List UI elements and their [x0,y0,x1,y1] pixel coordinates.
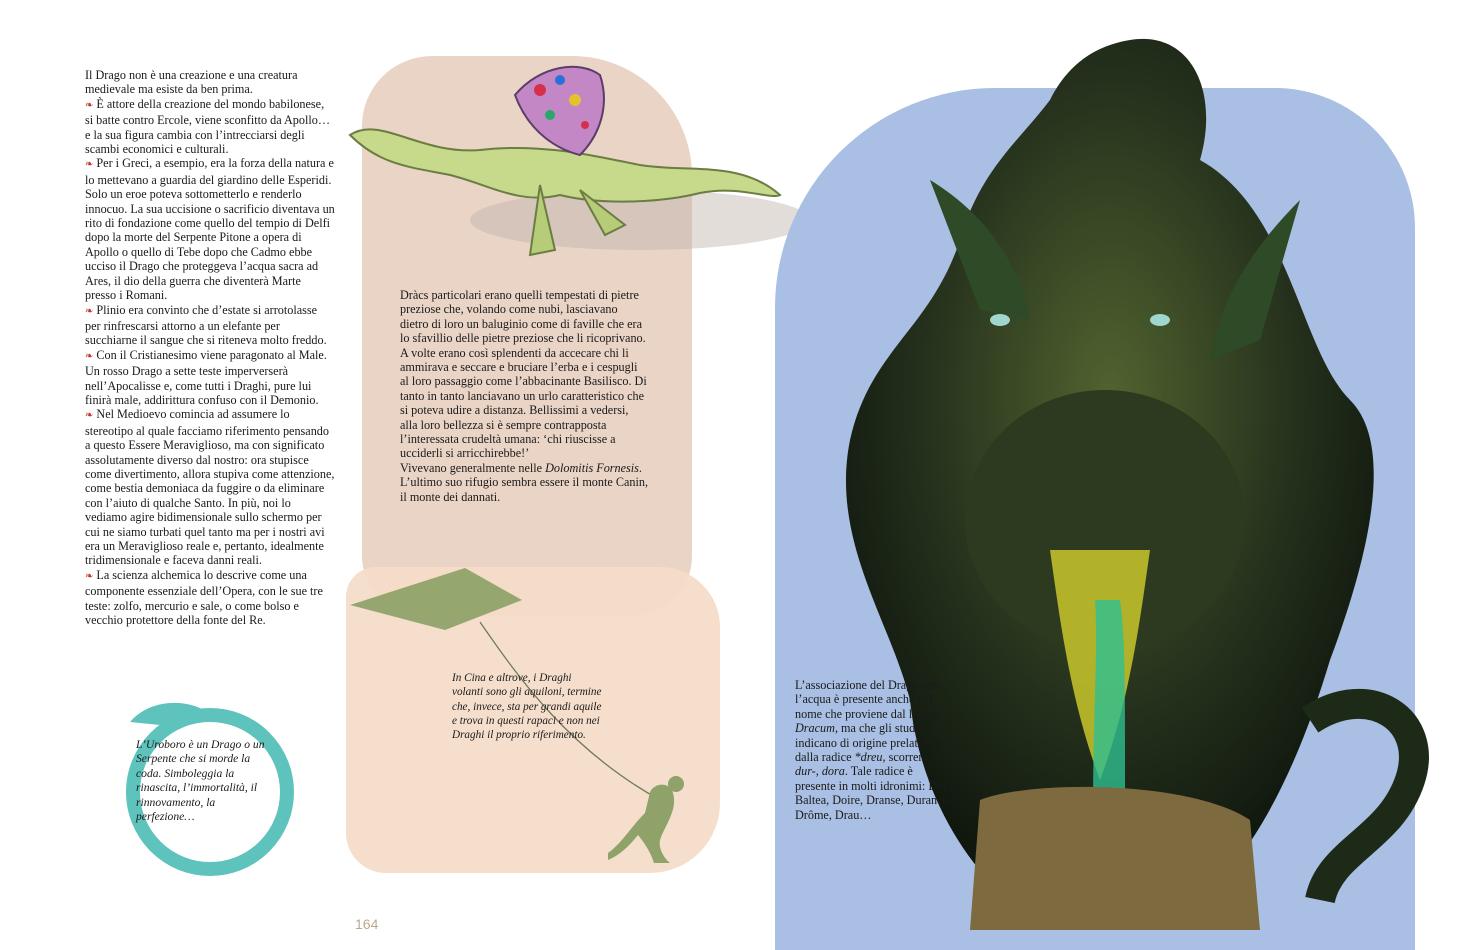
paragraph-2: ❧ Per i Greci, a esempio, era la forza della natura e lo mettevano a guardia del giardino delle Esperidi. Solo un eroe poteva sottometterlo e renderlo innocuo. La sua uccisione o sacrificio diventava un rito di fondazione come quello del tempio di Delfi dopo la morte del Serpente Pitone a opera di Apollo o quello di Tebe dopo che Cadmo ebbe ucciso il Drago che proteggeva l’acqua sacra ad Ares, il dio della guerra che diventerà Marte presso i Romani. [85,156,335,303]
fleur-bullet-icon: ❧ [85,410,94,422]
left-text-column [85,68,335,627]
middle-text-block: Dràcs particolari erano quelli tempestati di pietre preziose che, volando come nubi, lasciavano dietro di loro un baluginio come di faville che era lo sfavillio delle pietre preziose che li ricoprivano. A volte erano così splendenti da accecare chi li ammirava e seccare e bruciare l’erba e i cespugli al loro passaggio come l’abbacinante Basilisco. Di tanto in tanto lanciavano un urlo caratteristico che si poteva udire a distanza. Bellissimi a vedersi, alla loro bellezza si è sempre contrapposta l’interessata crudeltà umana: ‘chi riuscisse a ucciderli si arricchirebbe!’ Vivevano generalmente nelle Dolomitis Fornesis. L’ultimo suo rifugio sembra essere il monte Canin, il monte dei dannati. [400,288,648,504]
fleur-bullet-icon: ❧ [85,99,94,111]
paragraph-4: ❧ Con il Cristianesimo viene paragonato al Male. Un rosso Drago a sette teste imperverserà nell’Apocalisse e, come tutti i Draghi, pure lui finirà male, addirittura confuso con il Demonio. [85,347,327,407]
paragraph-5: ❧ Nel Medioevo comincia ad assumere lo stereotipo al quale facciamo riferimento pensando a questo Essere Meraviglioso, ma con significato assolutamente diverso dal nostro: ora stupisce come divertimento, allora stupiva come attenzione, come bestia demoniaca da fuggire o da eliminare con l’aiuto di qualche Santo. In più, noi lo vediamo agire bidimensionale sullo schermo per cui ne siamo turbati quel tanto ma per i nostri avi era un Meraviglioso reale e, pertanto, idealmente tridimensionale e faceva danni reali. [85,407,335,568]
jeweled-dragon-illustration [340,55,810,285]
fleur-bullet-icon: ❧ [85,305,94,317]
fleur-bullet-icon: ❧ [85,159,94,171]
paragraph-1: ❧ È attore della creazione del mondo babilonese, si batte contro Ercole, viene sconfitto da Apollo… e la sua figura cambia con l’intrecciarsi degli scambi economici e culturali. [85,96,331,157]
intro-paragraph: Il Drago non è una creazione e una creatura medievale ma esiste da ben prima. [85,68,298,97]
kite-caption: In Cina e altrove, i Draghi volanti sono gli aquiloni, termine che, invece, sta per grandi aquile e trova in questi rapaci e non nei Draghi il proprio riferimento. [452,672,602,742]
paragraph-6: ❧ La scienza alchemica lo descrive come una componente essenziale dell’Opera, con le sue tre teste: zolfo, mercurio e sale, o come bolso e vecchio protettore della fonte del Re. [85,567,323,628]
fleur-bullet-icon: ❧ [85,570,94,582]
page-number: 164 [355,916,379,932]
ouroboros-caption: L’Uroboro è un Drago o un Serpente che si morde la coda. Simboleggia la rinascita, l’immortalità, il rinnovamento, la perfezione… [136,738,265,824]
etymology-caption: L’associazione del Drago con l’acqua è presente anche nel nome che proviene dal latino, Dracum, ma che gli studiosi indicano di origine prelatina e dalla radice *dreu, scorrere, dur-, dora. Tale radice è presente in molti idronimi: Dora Baltea, Doire, Dranse, Durance, Drôme, Drau… [795,678,953,822]
paragraph-3: ❧ Plinio era convinto che d’estate si arrotolasse per rinfrescarsi attorno a un elefante per succhiarne il sangue che si riteneva molto freddo. [85,302,327,348]
fleur-bullet-icon: ❧ [85,350,94,362]
